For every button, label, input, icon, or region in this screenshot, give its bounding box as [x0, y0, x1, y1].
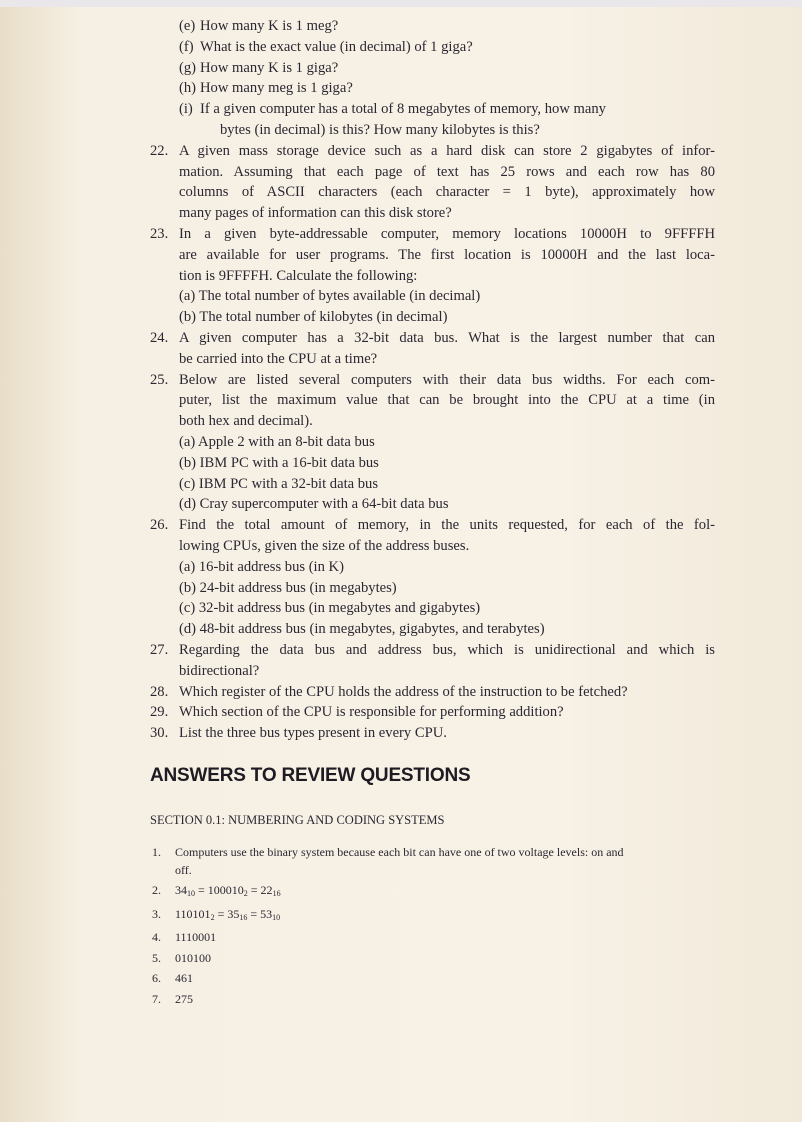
question-21e: (e) How many K is 1 meg?	[179, 18, 339, 34]
question-21i: (i) If a given computer has a total of 8 megabytes of memory, how many bytes (in decimal) is this? How many kilobytes is this?	[179, 101, 606, 138]
answer-5: 5. 010100	[152, 950, 211, 965]
answer-7: 7. 275	[152, 991, 193, 1006]
question-27: 27. Regarding the data bus and address bus, which is unidirectional and which is bidirectional?	[150, 641, 715, 679]
answer-6: 6. 461	[152, 971, 193, 986]
question-22: 22. A given mass storage device such as a hard disk can store 2 gigabytes of infor- mation. Assuming that each page of text has 25 rows and each row has 80 columns of ASCII characters (each character = 1 byte), approximately how many pages of information can this disk store?	[150, 142, 715, 222]
question-30: 30. List the three bus types present in every CPU.	[150, 725, 447, 742]
answers-list	[150, 844, 715, 1008]
answer-4: 4. 1110001	[152, 930, 217, 945]
question-23: 23. In a given byte-addressable computer, memory locations 10000H to 9FFFFH are available for user programs. The first location is 10000H and the last loca- tion is 9FFFFH. Calculate the following: (a) The total number of bytes available (in decimal) (b) The total number of kilobytes (in decimal)	[150, 225, 715, 326]
question-29: 29. Which section of the CPU is responsible for performing addition?	[150, 704, 564, 721]
answers-heading: ANSWERS TO REVIEW QUESTIONS	[150, 764, 471, 786]
question-28: 28. Which register of the CPU holds the address of the instruction to be fetched?	[150, 683, 628, 700]
question-21g: (g) How many K is 1 giga?	[179, 59, 339, 76]
answer-2: 2. $34_{10} = 100010_2 = 22_{16}$	[152, 883, 281, 899]
page-content	[150, 16, 715, 1011]
question-25: 25. Below are listed several computers with their data bus widths. For each com- puter, list the maximum value that can be brought into the CPU at a time (in both hex and decimal). (a) Apple 2 with an 8-bit data bus (b) IBM PC with a 16-bit data bus (c) IBM PC with a 32-bit data bus (d) Cray supercomputer with a 64-bit data bus	[150, 371, 715, 513]
question-21h: (h) How many meg is 1 giga?	[179, 80, 353, 97]
answer-1: 1. Computers use the binary system because each bit can have one of two voltage levels: on and off.	[152, 845, 624, 877]
book-page	[0, 7, 802, 1122]
question-21f: (f) What is the exact value (in decimal) of 1 giga?	[179, 38, 473, 55]
question-26: 26. Find the total amount of memory, in the units requested, for each of the fol- lowing CPUs, given the size of the address buses. (a) 16-bit address bus (in K) (b) 24-bit address bus (in megabytes) (c) 32-bit address bus (in megabytes and gigabytes) (d) 48-bit address bus (in megabytes, gigabytes, and terabytes)	[150, 517, 715, 638]
question-24: 24. A given computer has a 32-bit data bus. What is the largest number that can be carried into the CPU at a time?	[150, 329, 715, 367]
section-title: SECTION 0.1: NUMBERING AND CODING SYSTEMS	[150, 812, 445, 827]
answer-3: 3. $110101_2 = 35_{16} = 53_{10}$	[152, 906, 281, 922]
